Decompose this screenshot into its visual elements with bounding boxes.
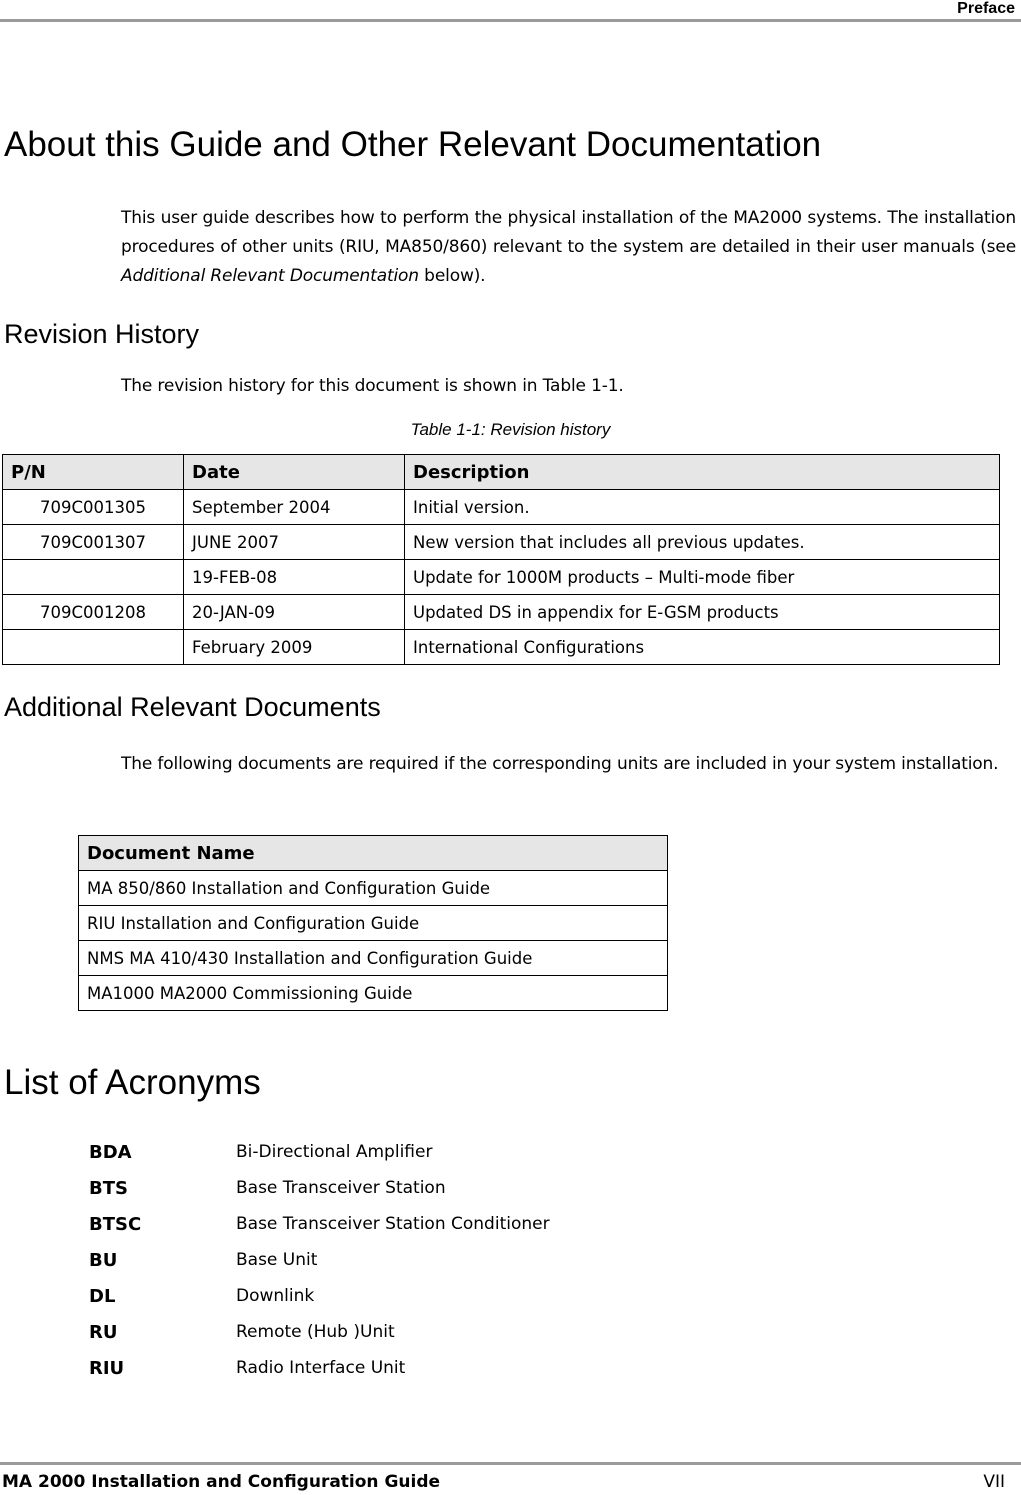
- table-row: [3, 490, 1000, 525]
- cell-description: New version that includes all previous updates.: [405, 525, 1000, 560]
- cell-document: MA 850/860 Installation and Configuration Guide: [79, 871, 668, 906]
- col-document-name: Document Name: [79, 836, 668, 871]
- acronym-term: DL: [89, 1285, 116, 1307]
- revision-intro: The revision history for this document is shown in Table 1-1.: [121, 376, 624, 396]
- cell-pn: [3, 630, 184, 665]
- additional-heading: Additional Relevant Documents: [4, 692, 381, 722]
- header-title: Preface: [957, 0, 1015, 17]
- acronym-term: BTS: [89, 1177, 128, 1199]
- acronym-item: [89, 1350, 550, 1386]
- acronym-definition: Bi-Directional Amplifier: [236, 1142, 433, 1162]
- cell-description: Update for 1000M products – Multi-mode fiber: [405, 560, 1000, 595]
- cell-date: 20-JAN-09: [184, 595, 405, 630]
- revision-header-row: [3, 455, 1000, 490]
- table-row: [79, 976, 668, 1011]
- cell-date: September 2004: [184, 490, 405, 525]
- acronym-term: BTSC: [89, 1213, 142, 1235]
- col-pn: P/N: [3, 455, 184, 490]
- acronym-definition: Base Transceiver Station Conditioner: [236, 1214, 550, 1234]
- acronym-definition: Remote (Hub )Unit: [236, 1322, 395, 1342]
- footer-rule: [0, 1462, 1021, 1465]
- cell-date: February 2009: [184, 630, 405, 665]
- acronym-definition: Base Unit: [236, 1250, 318, 1270]
- cell-description: International Configurations: [405, 630, 1000, 665]
- cell-description: Initial version.: [405, 490, 1000, 525]
- cell-date: JUNE 2007: [184, 525, 405, 560]
- acronym-item: [89, 1314, 550, 1350]
- about-paragraph: [121, 204, 1016, 291]
- cell-pn: 709C001305: [3, 490, 184, 525]
- table-row: [3, 560, 1000, 595]
- revision-heading: Revision History: [4, 319, 200, 349]
- acronym-definition: Radio Interface Unit: [236, 1358, 406, 1378]
- about-text-1: This user guide describes how to perform the physical installation of the MA2000 systems. The installation procedures of other units (RIU, MA850/860) relevant to the system are detailed in their user manuals (see: [121, 208, 1016, 257]
- table-row: [79, 871, 668, 906]
- cell-description: Updated DS in appendix for E-GSM products: [405, 595, 1000, 630]
- table-row: [79, 906, 668, 941]
- header-rule: [0, 19, 1021, 22]
- acronym-definition: Base Transceiver Station: [236, 1178, 446, 1198]
- additional-docs-reference: Additional Relevant Documentation: [121, 266, 419, 286]
- cell-document: RIU Installation and Configuration Guide: [79, 906, 668, 941]
- documents-table: [78, 835, 668, 1011]
- acronym-term: RU: [89, 1321, 118, 1343]
- acronym-definition: Downlink: [236, 1286, 315, 1306]
- revision-table: [2, 454, 1000, 665]
- table-row: [3, 525, 1000, 560]
- cell-pn: 709C001307: [3, 525, 184, 560]
- col-date: Date: [184, 455, 405, 490]
- acronyms-heading: List of Acronyms: [4, 1063, 261, 1102]
- cell-document: NMS MA 410/430 Installation and Configuration Guide: [79, 941, 668, 976]
- about-text-2: below).: [418, 266, 486, 286]
- cell-pn: 709C001208: [3, 595, 184, 630]
- about-heading: About this Guide and Other Relevant Documentation: [4, 125, 822, 164]
- page-number: VII: [983, 1472, 1005, 1492]
- acronym-item: [89, 1170, 550, 1206]
- revision-table-caption: Table 1-1: Revision history: [410, 420, 611, 439]
- documents-header-row: [79, 836, 668, 871]
- table-row: [79, 941, 668, 976]
- table-row: [3, 630, 1000, 665]
- col-description: Description: [405, 455, 1000, 490]
- cell-pn: [3, 560, 184, 595]
- acronym-item: [89, 1242, 550, 1278]
- footer-title: MA 2000 Installation and Configuration Guide: [2, 1472, 441, 1492]
- acronym-term: BDA: [89, 1141, 132, 1163]
- acronym-list: [89, 1134, 550, 1386]
- acronym-term: BU: [89, 1249, 118, 1271]
- acronym-term: RIU: [89, 1357, 125, 1379]
- acronym-item: [89, 1278, 550, 1314]
- additional-intro: The following documents are required if the corresponding units are included in your system installation.: [121, 754, 999, 774]
- acronym-item: [89, 1206, 550, 1242]
- cell-document: MA1000 MA2000 Commissioning Guide: [79, 976, 668, 1011]
- cell-date: 19-FEB-08: [184, 560, 405, 595]
- acronym-item: [89, 1134, 550, 1170]
- table-row: [3, 595, 1000, 630]
